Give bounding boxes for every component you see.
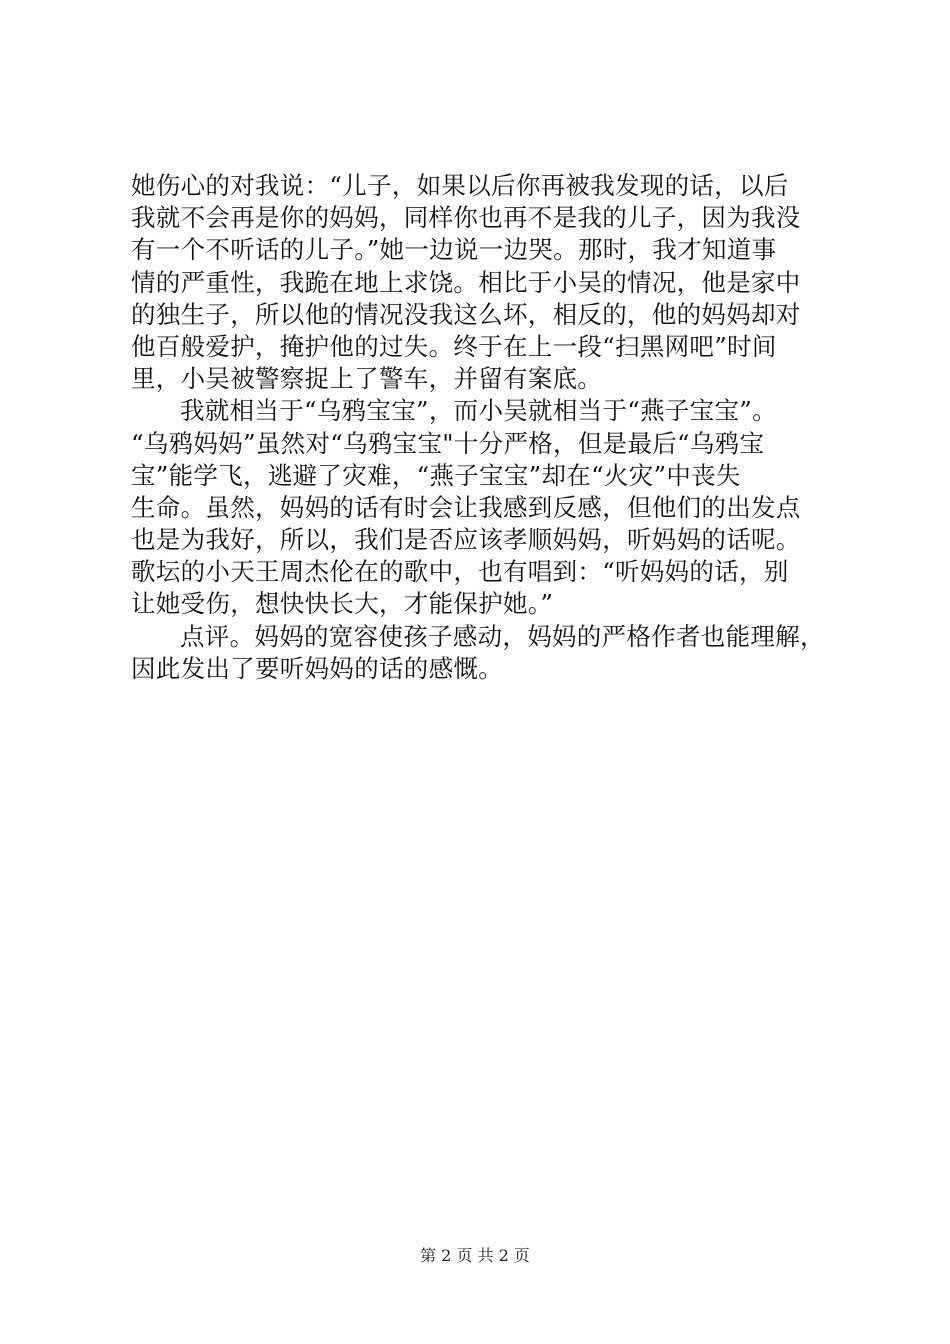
document-body: [131, 170, 831, 685]
text-line: 也是为我好，所以，我们是否应该孝顺妈妈，听妈妈的话呢。: [131, 525, 801, 555]
text-line: 宝”能学飞，逃避了灾难，“燕子宝宝”却在“火灾”中丧失: [131, 460, 741, 490]
text-line: 有一个不听话的儿子。”她一边说一边哭。那时，我才知道事: [131, 235, 777, 265]
text-line: 里，小吴被警察捉上了警车，并留有案底。: [131, 364, 603, 394]
text-line: 我就不会再是你的妈妈，同样你也再不是我的儿子，因为我没: [131, 203, 801, 233]
page-number-footer: 第 2 页 共 2 页: [420, 1246, 530, 1265]
text-line: 他百般爱护，掩护他的过失。终于在上一段“扫黑网吧”时间: [131, 331, 777, 361]
text-line: 让她受伤，想快快长大，才能保护她。”: [131, 589, 554, 619]
text-line: 因此发出了要听妈妈的话的感慨。: [131, 653, 503, 683]
text-line: 歌坛的小天王周杰伦在的歌中，也有唱到：“听妈妈的话，别: [131, 557, 789, 587]
paragraph-start-line: 我就相当于“乌鸦宝宝”，而小吴就相当于“燕子宝宝”。: [180, 396, 777, 426]
text-line: 情的严重性，我跪在地上求饶。相比于小吴的情况，他是家中: [131, 267, 801, 297]
paragraph-start-line: 点评。妈妈的宽容使孩子感动，妈妈的严格作者也能理解，: [180, 621, 825, 651]
text-line: 生命。虽然，妈妈的话有时会让我感到反感，但他们的出发点: [131, 492, 801, 522]
text-line: 的独生子，所以他的情况没我这么坏，相反的，他的妈妈却对: [131, 299, 801, 329]
text-line: “乌鸦妈妈”虽然对“乌鸦宝宝"十分严格，但是最后“乌鸦宝: [131, 428, 765, 458]
text-line: 她伤心的对我说：“儿子，如果以后你再被我发现的话，以后: [131, 171, 789, 200]
